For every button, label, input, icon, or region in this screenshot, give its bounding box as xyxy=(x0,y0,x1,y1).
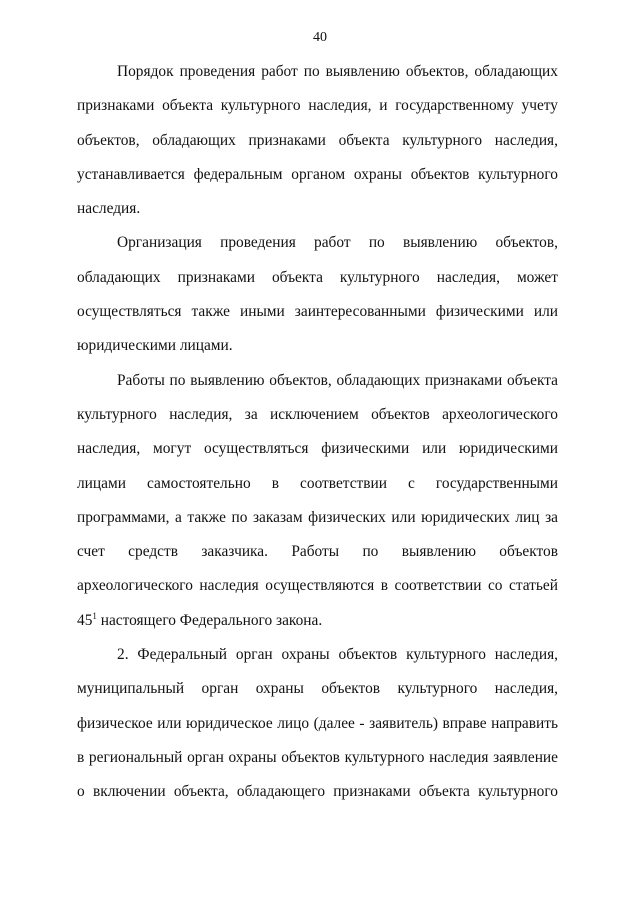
article-superscript: 1 xyxy=(92,610,97,621)
document-body xyxy=(77,55,558,810)
paragraph-applicant-statement: 2. Федеральный орган охраны объектов культурного наследия, муниципальный орган охраны объектов культурного наследия, физическое или юридическое лицо (далее - заявитель) вправе направить в региональный орган охраны объектов культурного наследия заявление о включении объекта, обладающего признаками объекта культурного xyxy=(77,646,558,801)
paragraph-works-performance xyxy=(77,364,558,638)
page-number: 40 xyxy=(313,30,327,45)
paragraph-works-text-end: настоящего Федерального закона. xyxy=(96,611,323,629)
paragraph-organization-of-works: Организация проведения работ по выявлению объектов, обладающих признаками объекта культурного наследия, может осуществляться также иными заинтересованными физическими или юридическими лицами. xyxy=(77,234,558,355)
paragraph-identification-procedure: Порядок проведения работ по выявлению объектов, обладающих признаками объекта культурного наследия, и государственному учету объектов, обладающих признаками объекта культурного наследия, устанавливается федеральным органом охраны объектов культурного наследия. xyxy=(77,63,558,218)
paragraph-works-text: Работы по выявлению объектов, обладающих признаками объекта культурного наследия, за исключением объектов археологического наследия, могут осуществляться физическими или юридическими лицами самостоятельно в соответствии с государственными программами, а также по заказам физических или юридических лиц за счет средств заказчика. Работы по выявлению объектов археологического наследия осуществляются в соответствии со статьей 45 xyxy=(77,371,558,629)
